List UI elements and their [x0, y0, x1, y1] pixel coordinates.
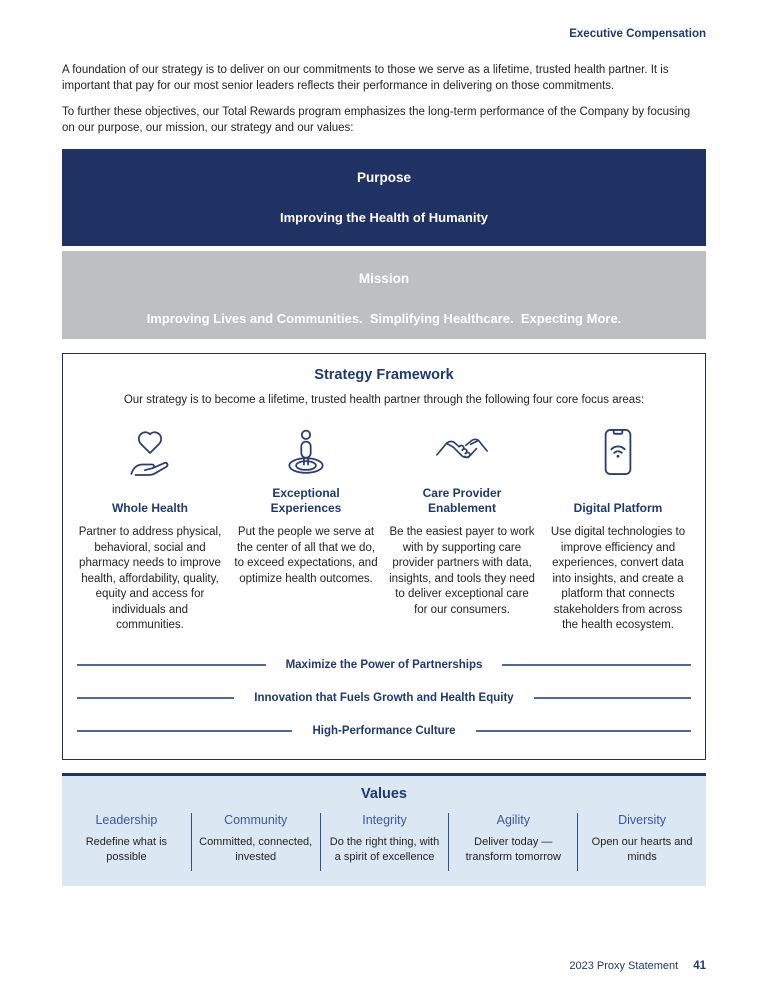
value-description: Deliver today — transform tomorrow — [465, 836, 561, 863]
focus-area-title: Digital Platform — [573, 501, 663, 515]
focus-area-description: Put the people we serve at the center of all that we do, to exceed expectations, and optimize health outcomes. — [234, 526, 378, 585]
pillar-label: High-Performance Culture — [312, 724, 456, 737]
intro-paragraph-2: To further these objectives, our Total Rewards program emphasizes the long-term performance of the Company by focusing on our purpose, our mission, our strategy and our values: — [62, 106, 691, 134]
focus-area-description: Use digital technologies to improve efficiency and experiences, convert data into insights, and create a platform that connects stakeholders from across the health ecosystem. — [550, 526, 686, 631]
intro-text — [62, 63, 706, 136]
focus-area-title: Whole Health — [111, 501, 188, 515]
value-name: Diversity — [618, 813, 667, 827]
rule-line — [502, 664, 691, 666]
value-name: Community — [224, 813, 288, 827]
value-description: Open our hearts and minds — [591, 836, 693, 863]
strategy-framework-box — [62, 353, 706, 760]
focus-area-whole-health — [77, 422, 223, 634]
purpose-banner — [62, 149, 706, 246]
section-header: Executive Compensation — [569, 28, 706, 40]
value-integrity — [320, 813, 449, 871]
focus-area-title: Care Provider Enablement — [422, 486, 502, 515]
focus-area-exceptional-experiences — [233, 422, 379, 634]
focus-area-description: Partner to address physical, behavioral, social and pharmacy needs to improve health, affordability, quality, equity and access for individuals and communities. — [78, 526, 222, 631]
page-number: 41 — [693, 960, 706, 972]
value-agility — [448, 813, 577, 871]
footer-label: 2023 Proxy Statement — [569, 960, 679, 972]
rule-line — [77, 697, 234, 699]
handshake-icon — [389, 422, 535, 482]
value-description: Committed, connected, invested — [199, 836, 313, 863]
heart-in-hand-icon — [77, 422, 223, 482]
values-box — [62, 773, 706, 886]
rule-line — [534, 697, 691, 699]
value-name: Agility — [496, 813, 530, 827]
value-description: Redefine what is possible — [85, 836, 168, 863]
purpose-statement: Improving the Health of Humanity — [279, 210, 488, 225]
value-name: Leadership — [95, 813, 158, 827]
strategy-framework-subtitle: Our strategy is to become a lifetime, trusted health partner through the following four core focus areas: — [123, 394, 645, 406]
strategy-pillars — [77, 659, 691, 737]
person-ripple-icon — [233, 422, 379, 482]
value-leadership — [62, 813, 191, 871]
value-description: Do the right thing, with a spirit of excellence — [329, 836, 440, 863]
focus-area-title: Exceptional Experiences — [270, 486, 342, 515]
mission-statement: Improving Lives and Communities. Simplifying Healthcare. Expecting More. — [146, 311, 622, 326]
focus-areas-grid — [77, 422, 691, 634]
strategy-framework-title: Strategy Framework — [314, 367, 454, 383]
values-grid — [62, 813, 706, 871]
rule-line — [77, 664, 266, 666]
focus-area-description: Be the easiest payer to work with by supporting care provider partners with data, insights, and tools they need to deliver exceptional care for our consumers. — [389, 526, 535, 616]
rule-line — [77, 730, 292, 732]
pillar-label: Innovation that Fuels Growth and Health Equity — [254, 691, 514, 704]
value-community — [191, 813, 320, 871]
value-diversity — [577, 813, 706, 871]
focus-area-care-provider-enablement — [389, 422, 535, 634]
rule-line — [476, 730, 691, 732]
purpose-title: Purpose — [356, 170, 411, 185]
mission-banner — [62, 251, 706, 339]
pillar-row — [77, 725, 691, 737]
mission-title: Mission — [358, 271, 410, 286]
page-footer — [569, 960, 706, 972]
pillar-row — [77, 659, 691, 671]
value-name: Integrity — [362, 813, 407, 827]
intro-paragraph-1: A foundation of our strategy is to deliver on our commitments to those we serve as a lifetime, trusted health partner. It is important that pay for our most senior leaders reflects their performance in delivering on those commitments. — [62, 64, 669, 92]
smartphone-wifi-icon — [545, 422, 691, 482]
pillar-label: Maximize the Power of Partnerships — [285, 658, 483, 671]
focus-area-digital-platform — [545, 422, 691, 634]
pillar-row — [77, 692, 691, 704]
values-title: Values — [361, 786, 407, 802]
